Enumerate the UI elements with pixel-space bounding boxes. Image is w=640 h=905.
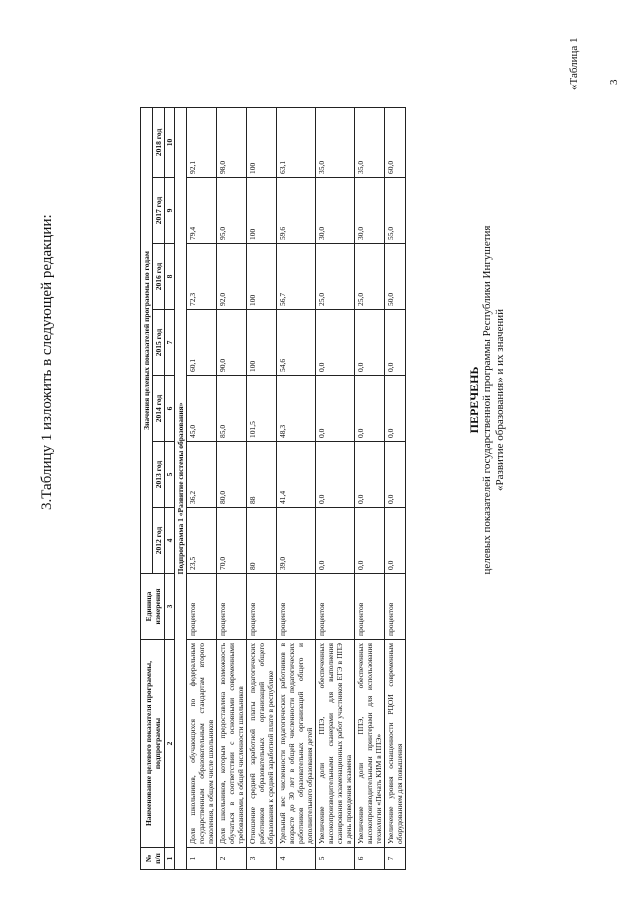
value-cell: 0,0 [316,508,355,574]
header-year: 2017 год [153,178,165,244]
unit-cell: процентов [277,574,316,640]
indicator-name: Доля школьников, обучающихся по федеральным государственным образовательным стандартам второго поколения, в общем числе школьников [187,640,217,848]
value-cell: 0,0 [355,376,385,442]
value-cell: 100 [247,310,277,376]
unit-cell: процентов [385,574,406,640]
value-cell: 0,0 [316,376,355,442]
page-number: 3 [608,79,620,85]
value-cell: 56,7 [277,244,316,310]
header-year: 2014 год [153,376,165,442]
row-number: 6 [355,848,385,870]
value-cell: 85,0 [217,376,247,442]
value-cell: 0,0 [385,442,406,508]
row-number: 2 [217,848,247,870]
indicators-table-wrapper [140,108,576,870]
table-row [247,107,277,869]
header-year: 2012 год [153,508,165,574]
indicator-name: Отношение средней заработной платы педагогических работников образовательных организаций общего образования к средней заработной плате в республике [247,640,277,848]
column-number: 5 [165,442,175,508]
column-number: 10 [165,107,175,177]
row-number: 1 [187,848,217,870]
value-cell: 92,0 [217,244,247,310]
header-values-group: Значения целевых показателей программы по годам [141,107,153,573]
value-cell: 59,6 [277,178,316,244]
table-row [316,107,355,869]
header-year: 2013 год [153,442,165,508]
row-number: 4 [277,848,316,870]
value-cell: 45,0 [187,376,217,442]
value-cell: 60,1 [187,310,217,376]
value-cell: 80 [247,508,277,574]
indicator-name: Увеличение доли ППЭ, обеспеченных высокопроизводительными сканерами для выполнения сканирования экзаменационных работ участников ЕГЭ в ППЭ в день проведения экзамена [316,640,355,848]
unit-cell: процентов [316,574,355,640]
column-number: 3 [165,574,175,640]
intro-text: 3.Таблицу 1 изложить в следующей редакции: [39,214,55,510]
table-row [217,107,247,869]
header-num: № п/п [141,848,165,870]
indicators-table [140,107,406,870]
value-cell: 90,0 [217,310,247,376]
unit-cell: процентов [355,574,385,640]
title-line-1: ПЕРЕЧЕНЬ [467,366,481,434]
table-body [175,107,406,869]
header-year: 2015 год [153,310,165,376]
row-number: 7 [385,848,406,870]
value-cell: 41,4 [277,442,316,508]
value-cell: 79,4 [187,178,217,244]
subprogram-row [175,107,187,869]
value-cell: 100 [247,178,277,244]
table-reference: «Таблица 1 [568,37,580,90]
table-row [355,107,385,869]
value-cell: 98,0 [217,107,247,177]
subprogram-title: Подпрограмма 1 «Развитие системы образования» [175,107,187,869]
value-cell: 36,2 [187,442,217,508]
value-cell: 95,0 [217,178,247,244]
value-cell: 25,0 [355,244,385,310]
indicator-name: Увеличение уровня оснащенности РЦОИ современным оборудованием для повышения [385,640,406,848]
value-cell: 0,0 [385,376,406,442]
value-cell: 0,0 [355,442,385,508]
value-cell: 23,5 [187,508,217,574]
value-cell: 70,0 [217,508,247,574]
value-cell: 30,0 [316,178,355,244]
header-column-numbers-row [165,107,175,869]
row-number: 3 [247,848,277,870]
value-cell: 92,1 [187,107,217,177]
value-cell: 0,0 [385,508,406,574]
value-cell: 63,1 [277,107,316,177]
value-cell: 101,5 [247,376,277,442]
rotated-page [10,30,620,870]
indicator-name: Удельный вес численности педагогических работников в возрасте до 30 лет в общей численности педагогических работников образовательных организаций общего и дополнительного образования детей [277,640,316,848]
value-cell: 100 [247,244,277,310]
value-cell: 0,0 [355,310,385,376]
value-cell: 100 [247,107,277,177]
header-year: 2018 год [153,107,165,177]
value-cell: 0,0 [385,310,406,376]
value-cell: 72,3 [187,244,217,310]
value-cell: 48,3 [277,376,316,442]
title-line-2: целевых показателей государственной программы Республики Ингушетия [481,225,493,575]
value-cell: 35,0 [316,107,355,177]
column-number: 8 [165,244,175,310]
row-number: 5 [316,848,355,870]
table-row [385,107,406,869]
value-cell: 0,0 [316,442,355,508]
header-year: 2016 год [153,244,165,310]
value-cell: 35,0 [355,107,385,177]
unit-cell: процентов [187,574,217,640]
column-number: 1 [165,848,175,870]
value-cell: 80,0 [217,442,247,508]
value-cell: 30,0 [355,178,385,244]
table-row [277,107,316,869]
value-cell: 55,0 [385,178,406,244]
value-cell: 88 [247,442,277,508]
unit-cell: процентов [217,574,247,640]
header-indicator-name: Наименование целевого показателя программы, подпрограммы [141,640,165,848]
value-cell: 0,0 [355,508,385,574]
title-line-3: «Развитие образования» и их значений [494,308,506,492]
unit-cell: процентов [247,574,277,640]
indicator-name: Доля школьников, которым предоставлена возможность обучаться в соответствии с основными современными требованиями, в общей численности школьников [217,640,247,848]
column-number: 7 [165,310,175,376]
value-cell: 0,0 [316,310,355,376]
column-number: 2 [165,640,175,848]
value-cell: 60,0 [385,107,406,177]
value-cell: 39,0 [277,508,316,574]
value-cell: 54,6 [277,310,316,376]
indicator-name: Увеличение доли ППЭ, обеспеченных высокопроизводительными принтерами для использования технологии «Печать КИМ в ППЭ» [355,640,385,848]
header-unit: Единица измерения [141,574,165,640]
column-number: 9 [165,178,175,244]
column-number: 4 [165,508,175,574]
value-cell: 50,0 [385,244,406,310]
column-number: 6 [165,376,175,442]
value-cell: 25,0 [316,244,355,310]
table-row [187,107,217,869]
